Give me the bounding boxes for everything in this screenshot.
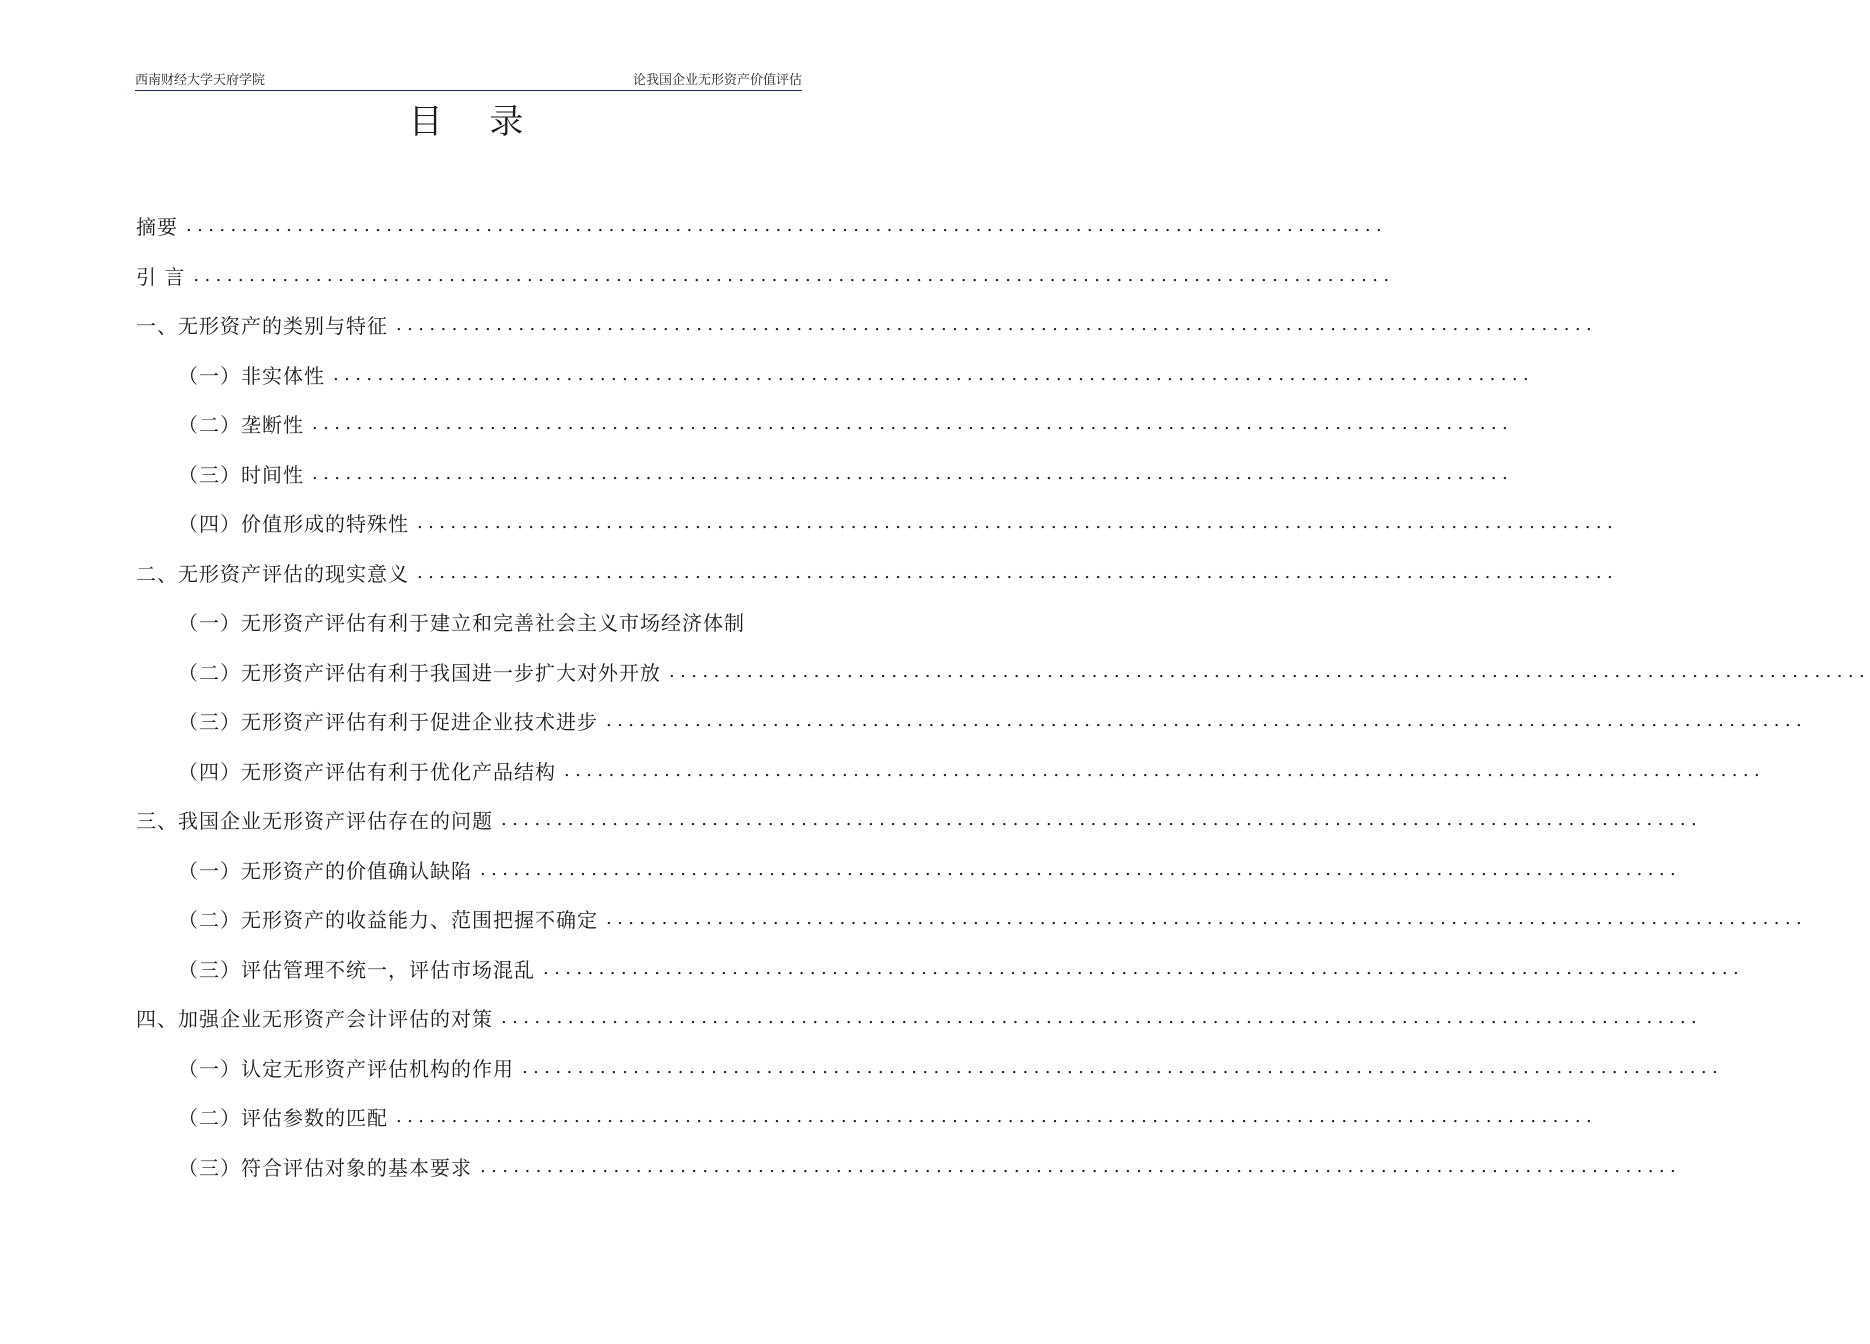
toc-entry-label: （三）时间性 <box>178 462 304 487</box>
toc-entry[interactable] <box>136 804 1703 834</box>
header-school-name: 西南财经大学天府学院 <box>135 73 266 88</box>
toc-entry-label: （二）垄断性 <box>178 412 304 437</box>
toc-entry-label: （一）非实体性 <box>178 363 325 388</box>
toc-entry-label: （三）评估管理不统一，评估市场混乱 <box>178 957 535 982</box>
toc-entry[interactable] <box>178 854 1682 884</box>
toc-entry-label: （一）认定无形资产评估机构的作用 <box>178 1056 514 1081</box>
toc-entry[interactable] <box>178 903 1808 933</box>
toc-entry-label: （一）无形资产评估有利于建立和完善社会主义市场经济体制 <box>178 610 745 635</box>
toc-entry[interactable] <box>178 606 752 636</box>
toc-dot-leader: ............................................................................................................ <box>480 858 1682 880</box>
toc-entry-label: （三）符合评估对象的基本要求 <box>178 1155 472 1180</box>
toc-entry-label: （三）无形资产评估有利于促进企业技术进步 <box>178 709 598 734</box>
toc-dot-leader: ............................................................................................................ <box>333 363 1535 385</box>
toc-dot-leader: ............................................................................................................ <box>312 462 1514 484</box>
toc-entry[interactable] <box>178 953 1745 983</box>
toc-entry[interactable] <box>136 557 1619 587</box>
header-thesis-title: 论我国企业无形资产价值评估 <box>632 73 802 88</box>
toc-entry-label: 二、无形资产评估的现实意义 <box>136 561 409 586</box>
toc-dot-leader: ............................................................................................................ <box>312 412 1514 434</box>
toc-entry-label: 四、加强企业无形资产会计评估的对策 <box>136 1006 493 1031</box>
toc-dot-leader: ............................................................................................................ <box>606 907 1808 929</box>
toc-dot-leader: ............................................................................................................ <box>564 759 1766 781</box>
toc-entry-label: （一）无形资产的价值确认缺陷 <box>178 858 472 883</box>
toc-dot-leader: ............................................................................................................ <box>669 660 1870 682</box>
toc-entry-label: 引 言 <box>136 264 186 289</box>
page-header <box>135 72 802 91</box>
toc-entry-label: 摘要 <box>136 214 178 239</box>
toc-entry[interactable] <box>178 458 1514 488</box>
toc-dot-leader: ............................................................................................................ <box>186 214 1388 236</box>
toc-entry[interactable] <box>178 507 1619 537</box>
toc-dot-leader: ............................................................................................................ <box>396 1105 1598 1127</box>
toc-dot-leader: ............................................................................................................ <box>396 313 1598 335</box>
toc-dot-leader: ............................................................................................................ <box>522 1056 1724 1078</box>
toc-entry[interactable] <box>178 755 1766 785</box>
toc-entry[interactable] <box>178 1151 1682 1181</box>
toc-entry[interactable] <box>136 309 1598 339</box>
toc-entry-label: （二）无形资产的收益能力、范围把握不确定 <box>178 907 598 932</box>
toc-entry[interactable] <box>178 359 1535 389</box>
toc-entry[interactable] <box>136 260 1395 290</box>
toc-entry-label: 三、我国企业无形资产评估存在的问题 <box>136 808 493 833</box>
toc-dot-leader: ............................................................................................................ <box>417 511 1619 533</box>
toc-entry[interactable] <box>178 705 1808 735</box>
toc-entry-label: （四）无形资产评估有利于优化产品结构 <box>178 759 556 784</box>
toc-dot-leader: ............................................................................................................ <box>193 264 1395 286</box>
toc-entry[interactable] <box>136 1002 1703 1032</box>
toc-entry-label: 一、无形资产的类别与特征 <box>136 313 388 338</box>
toc-title: 目 录 <box>408 102 542 142</box>
toc-dot-leader: ............................................................................................................ <box>606 709 1808 731</box>
toc-dot-leader: ............................................................................................................ <box>501 1006 1703 1028</box>
toc-dot-leader: ............................................................................................................ <box>501 808 1703 830</box>
toc-entry-label: （二）无形资产评估有利于我国进一步扩大对外开放 <box>178 660 661 685</box>
toc-dot-leader: ............................................................................................................ <box>543 957 1745 979</box>
toc-dot-leader: ............................................................................................................ <box>480 1155 1682 1177</box>
toc-entry[interactable] <box>178 408 1514 438</box>
toc-entry-label: （二）评估参数的匹配 <box>178 1105 388 1130</box>
toc-entry[interactable] <box>178 656 1870 686</box>
toc-entry[interactable] <box>178 1052 1724 1082</box>
toc-entry-label: （四）价值形成的特殊性 <box>178 511 409 536</box>
toc-entry[interactable] <box>136 210 1388 240</box>
toc-entry[interactable] <box>178 1101 1598 1131</box>
toc-dot-leader: ............................................................................................................ <box>417 561 1619 583</box>
